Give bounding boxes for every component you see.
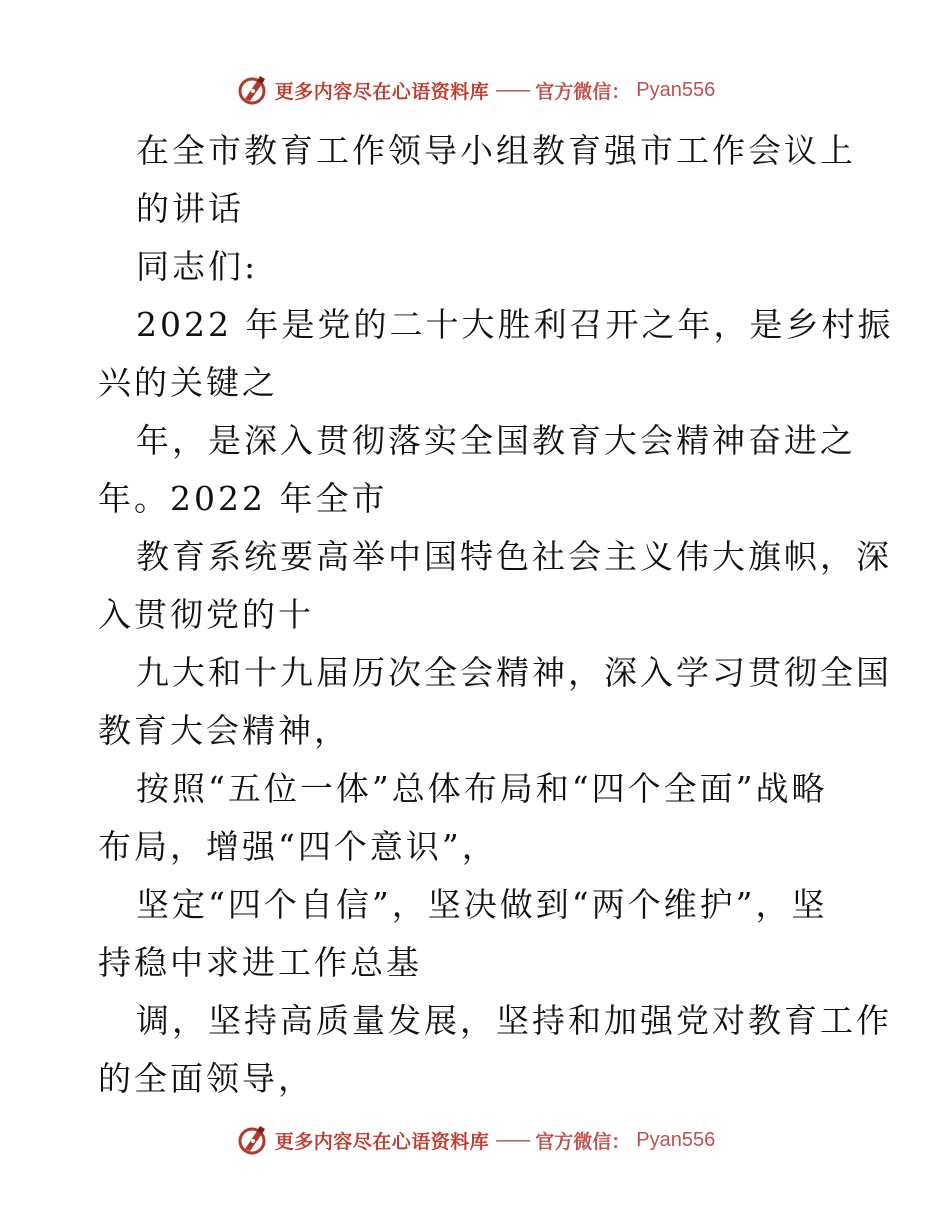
watermark-wechat-id: Pyan556 bbox=[636, 78, 716, 101]
document-body-line: 入贯彻党的十 bbox=[98, 595, 314, 634]
document-body-line: 九大和十九届历次全会精神，深入学习贯彻全国 bbox=[136, 653, 892, 692]
document-body-line: 2022 年是党的二十大胜利召开之年，是乡村振 bbox=[136, 305, 894, 344]
document-body-line: 的全面领导， bbox=[98, 1059, 314, 1098]
watermark-wechat-id: Pyan556 bbox=[636, 1128, 716, 1151]
document-body-line: 兴的关键之 bbox=[98, 363, 278, 402]
document-body bbox=[98, 296, 894, 1108]
document-body-line: 按照“五位一体”总体布局和“四个全面”战略 bbox=[136, 769, 828, 808]
document-salutation: 同志们: bbox=[136, 247, 259, 286]
watermark-site-text: 更多内容尽在心语资料库 bbox=[274, 80, 490, 103]
document-body-line: 年。2022 年全市 bbox=[98, 479, 388, 518]
document-content bbox=[98, 122, 894, 1108]
watermark-wechat-label: 官方微信： bbox=[535, 1130, 631, 1153]
document-title-line-2: 的讲话 bbox=[136, 189, 244, 228]
watermark-header bbox=[0, 70, 950, 110]
document-body-line: 教育大会精神， bbox=[98, 711, 350, 750]
document-body-line: 调，坚持高质量发展，坚持和加强党对教育工作 bbox=[136, 1001, 892, 1040]
document-title-line-1: 在全市教育工作领导小组教育强市工作会议上 bbox=[136, 131, 856, 170]
watermark-footer bbox=[0, 1120, 950, 1160]
watermark-dash: —— bbox=[495, 1129, 530, 1151]
watermark-wechat-label: 官方微信： bbox=[535, 80, 631, 103]
pen-nib-circle-icon bbox=[235, 73, 269, 107]
document-body-line: 教育系统要高举中国特色社会主义伟大旗帜，深 bbox=[136, 537, 892, 576]
document-body-line: 布局，增强“四个意识”， bbox=[98, 827, 498, 866]
document-body-line: 坚定“四个自信”，坚决做到“两个维护”，坚 bbox=[136, 885, 828, 924]
document-body-line: 持稳中求进工作总基 bbox=[98, 943, 422, 982]
pen-nib-circle-icon bbox=[235, 1123, 269, 1157]
watermark-site-text: 更多内容尽在心语资料库 bbox=[274, 1130, 490, 1153]
watermark-dash: —— bbox=[495, 79, 530, 101]
document-body-line: 年，是深入贯彻落实全国教育大会精神奋进之 bbox=[136, 421, 856, 460]
